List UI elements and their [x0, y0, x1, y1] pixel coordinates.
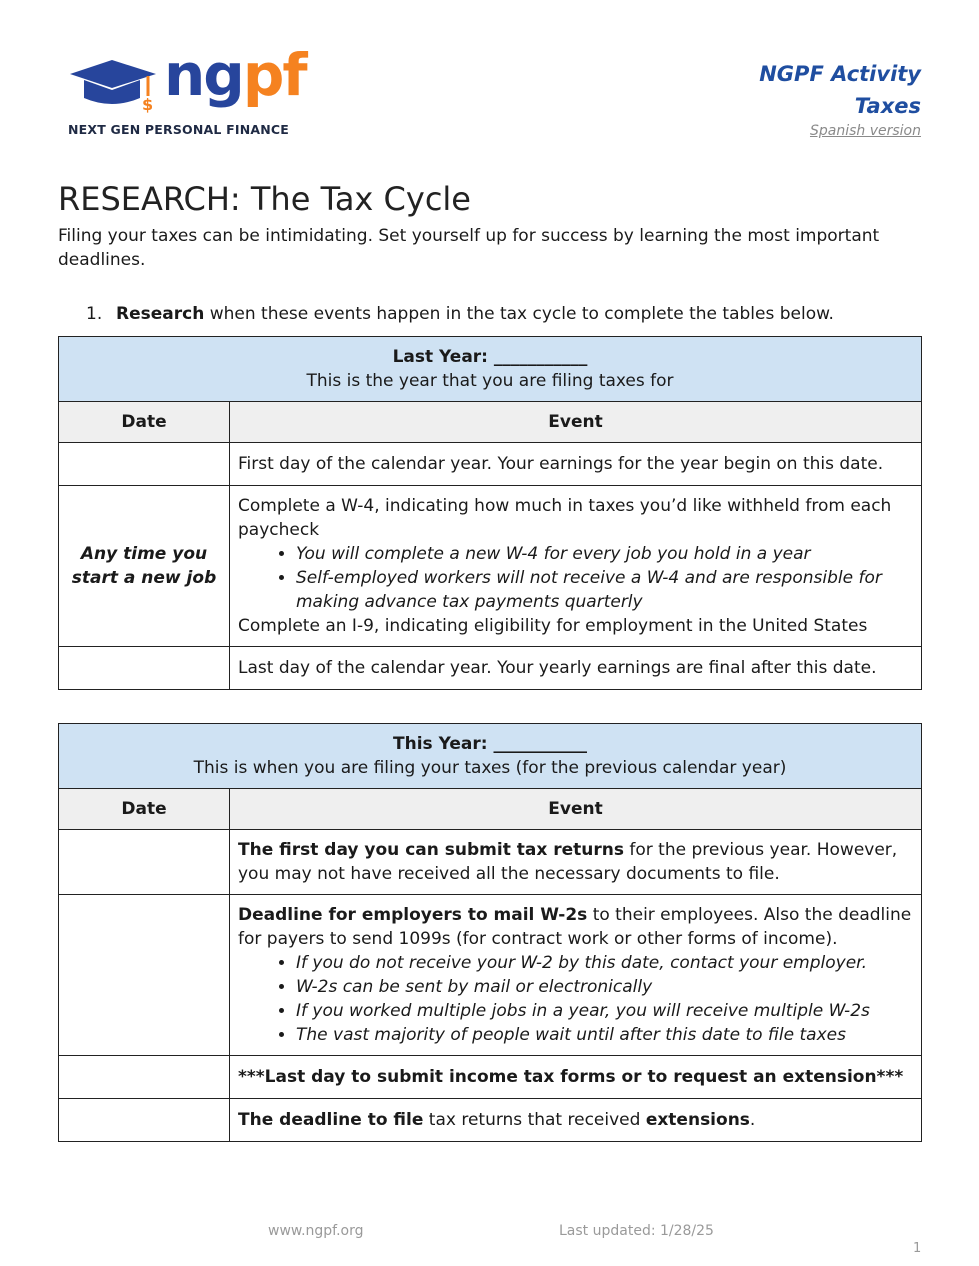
table-row [59, 1056, 922, 1099]
table-row [59, 895, 922, 1056]
list-item: • W-2s can be sent by mail or electronically [296, 975, 913, 999]
date-cell[interactable] [59, 1099, 230, 1142]
event-cell: First day of the calendar year. Your earnings for the year begin on this date. [230, 443, 922, 486]
list-item: • If you worked multiple jobs in a year, you will receive multiple W-2s [296, 999, 913, 1023]
page-title: RESEARCH: The Tax Cycle [58, 180, 471, 218]
date-column-header: Date [59, 789, 230, 830]
ngpf-logo [68, 41, 318, 142]
topic-label: Taxes [854, 94, 921, 118]
event-cell: Last day of the calendar year. Your yearly earnings are final after this date. [230, 647, 922, 690]
event-column-header: Event [230, 789, 922, 830]
table-row [59, 443, 922, 486]
footer-url[interactable]: www.ngpf.org [268, 1223, 364, 1239]
table-row [59, 647, 922, 690]
date-cell[interactable]: Any time you start a new job [59, 486, 230, 647]
question-number: 1. [86, 304, 103, 324]
table-heading [59, 724, 922, 789]
date-cell[interactable] [59, 443, 230, 486]
event-text: to their employees. Also the deadline for payers to send 1099s (for contract work or other forms of income). [238, 905, 912, 949]
logo-tagline: NEXT GEN PERSONAL FINANCE [68, 122, 290, 137]
event-bold: Deadline for employers to mail W-2s [238, 905, 588, 925]
event-text: tax returns that received [423, 1110, 646, 1130]
event-end: . [749, 1110, 756, 1130]
list-item: • If you do not receive your W-2 by this date, contact your employer. [296, 951, 913, 975]
list-item: • The vast majority of people wait until after this date to file taxes [296, 1023, 913, 1047]
event-cell [230, 486, 922, 647]
graduation-cap-icon [68, 58, 160, 114]
activity-label: NGPF Activity [759, 62, 921, 86]
table-row [59, 830, 922, 895]
event-cell [230, 830, 922, 895]
event-bold-2: extensions [645, 1110, 750, 1130]
date-cell[interactable] [59, 830, 230, 895]
date-cell[interactable] [59, 895, 230, 1056]
table-subtitle: This is when you are filing your taxes (for the previous calendar year) [193, 758, 787, 778]
table-row [59, 486, 922, 647]
spanish-version-link[interactable]: Spanish version [809, 123, 921, 139]
page-number: 1 [913, 1241, 922, 1256]
table-title: This Year: ___________ [393, 734, 587, 754]
event-bullets [238, 542, 913, 614]
this-year-table [58, 723, 922, 1142]
table-row [59, 1099, 922, 1142]
event-cell [230, 895, 922, 1056]
event-bold: ***Last day to submit income tax forms or to request an extension*** [238, 1067, 904, 1087]
event-intro: Complete a W-4, indicating how much in taxes you’d like withheld from each paycheck [238, 496, 892, 540]
event-text: for the previous year. However, you may not have received all the necessary documents to file. [238, 840, 898, 884]
question-text: when these events happen in the tax cycle to complete the tables below. [204, 304, 834, 324]
event-bold: The deadline to file [238, 1110, 424, 1130]
event-cell [230, 1056, 922, 1099]
question-1 [86, 302, 834, 326]
activity-header [759, 58, 921, 140]
intro-paragraph: Filing your taxes can be intimidating. Set yourself up for success by learning the most important deadlines. [58, 226, 880, 270]
table-subtitle: This is the year that you are filing taxes for [306, 371, 674, 391]
list-item: • Self-employed workers will not receive a W-4 and are responsible for making advance tax payments quarterly [296, 566, 913, 614]
last-year-table [58, 336, 922, 690]
svg-text:$: $ [142, 95, 154, 114]
footer-updated: Last updated: 1/28/25 [559, 1223, 714, 1239]
table-heading [59, 337, 922, 402]
event-bold: The first day you can submit tax returns [238, 840, 624, 860]
list-item: • You will complete a new W-4 for every job you hold in a year [296, 542, 913, 566]
date-column-header: Date [59, 402, 230, 443]
event-cell [230, 1099, 922, 1142]
question-bold: Research [116, 304, 205, 324]
event-bullets [238, 951, 913, 1047]
table-title: Last Year: ___________ [392, 347, 588, 367]
event-outro: Complete an I-9, indicating eligibility for employment in the United States [238, 616, 868, 636]
event-column-header: Event [230, 402, 922, 443]
date-cell[interactable] [59, 647, 230, 690]
logo-wordmark: ngpf [164, 41, 306, 109]
date-cell[interactable] [59, 1056, 230, 1099]
